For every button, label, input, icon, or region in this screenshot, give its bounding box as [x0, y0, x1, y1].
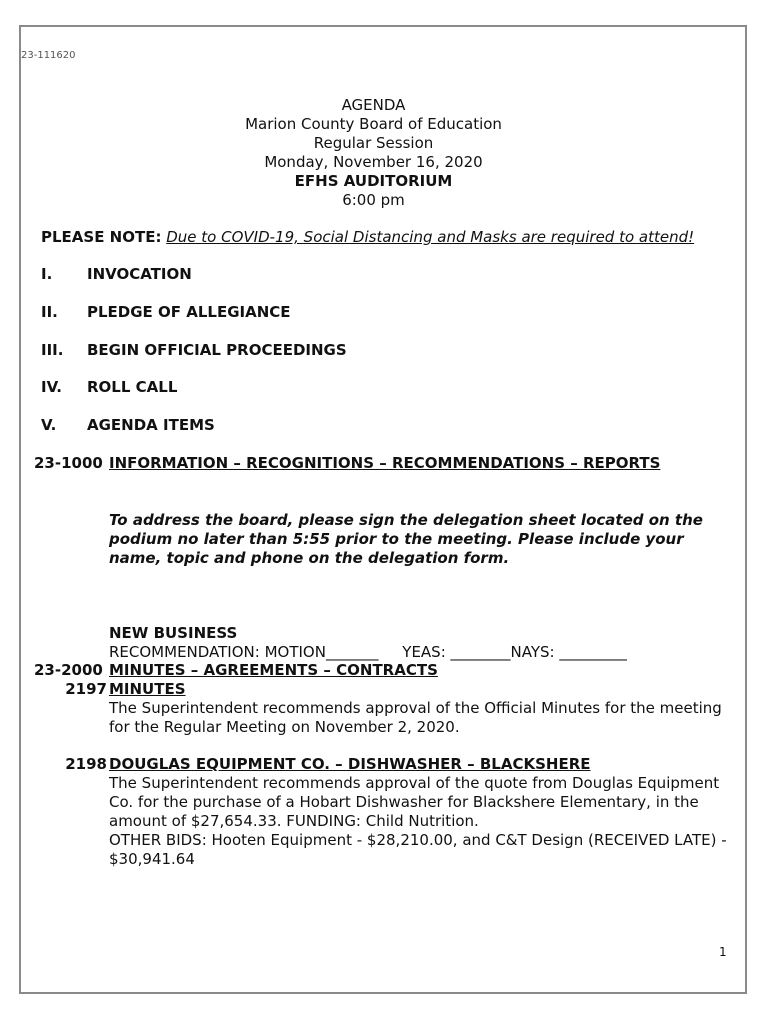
roman-numeral: III. — [41, 341, 64, 359]
roman-label: PLEDGE OF ALLEGIANCE — [87, 303, 291, 321]
section-title: MINUTES – AGREEMENTS – CONTRACTS — [109, 661, 438, 679]
roman-numeral: II. — [41, 303, 58, 321]
section-2000 — [34, 661, 438, 680]
item-title-minutes: MINUTES — [109, 680, 186, 698]
note-label: PLEASE NOTE: — [41, 228, 162, 246]
section-code: 23-1000 — [34, 454, 103, 472]
section-code: 23-2000 — [34, 661, 103, 679]
document-page — [19, 25, 747, 994]
agenda-item-roll-call — [41, 378, 177, 397]
header-agenda: AGENDA — [341, 96, 406, 114]
item-other-bids: OTHER BIDS: Hooten Equipment - $28,210.00, and C&T Design (RECEIVED LATE) - $30,941.64 — [109, 831, 727, 868]
roman-label: ROLL CALL — [87, 378, 178, 396]
page-number: 1 — [719, 945, 727, 959]
new-business-heading: NEW BUSINESS — [109, 624, 238, 642]
agenda-item-agenda-items — [41, 416, 215, 435]
agenda-item-invocation — [41, 265, 192, 284]
delegation-instructions: To address the board, please sign the delegation sheet located on the podium no later than 5:55 prior to the meeting. Please include your name, topic and phone on the delegation form. — [109, 511, 703, 567]
roman-label: AGENDA ITEMS — [87, 416, 215, 434]
agenda-header — [21, 96, 726, 210]
document-id: 23-111620 — [21, 50, 76, 61]
item-number-2198: 2198 — [65, 755, 107, 773]
item-title-dishwasher: DOUGLAS EQUIPMENT CO. – DISHWASHER – BLACKSHERE — [109, 755, 591, 773]
roman-numeral: I. — [41, 265, 53, 283]
agenda-item-pledge — [41, 303, 291, 322]
roman-numeral: IV. — [41, 378, 62, 396]
header-session: Regular Session — [313, 134, 434, 152]
header-time: 6:00 pm — [342, 191, 405, 209]
section-1000 — [34, 454, 660, 473]
note-text: Due to COVID-19, Social Distancing and Masks are required to attend! — [166, 228, 695, 246]
header-board: Marion County Board of Education — [245, 115, 502, 133]
section-title: INFORMATION – RECOGNITIONS – RECOMMENDATIONS – REPORTS — [109, 454, 661, 472]
roman-label: BEGIN OFFICIAL PROCEEDINGS — [87, 341, 347, 359]
header-location: EFHS AUDITORIUM — [294, 172, 453, 190]
header-date: Monday, November 16, 2020 — [264, 153, 483, 171]
covid-note — [41, 228, 694, 247]
recommendation-line: RECOMMENDATION: MOTION_______ YEAS: ________NAYS: _________ — [109, 643, 627, 661]
roman-numeral: V. — [41, 416, 57, 434]
item-body-minutes: The Superintendent recommends approval of the Official Minutes for the meeting for the Regular Meeting on November 2, 2020. — [109, 699, 722, 736]
roman-label: INVOCATION — [87, 265, 192, 283]
agenda-item-proceedings — [41, 341, 347, 360]
item-number-2197: 2197 — [65, 680, 107, 698]
item-body-dishwasher: The Superintendent recommends approval of the quote from Douglas Equipment Co. for the purchase of a Hobart Dishwasher for Blackshere Elementary, in the amount of $27,654.33. FUNDING: Child Nutrition. — [109, 774, 720, 830]
